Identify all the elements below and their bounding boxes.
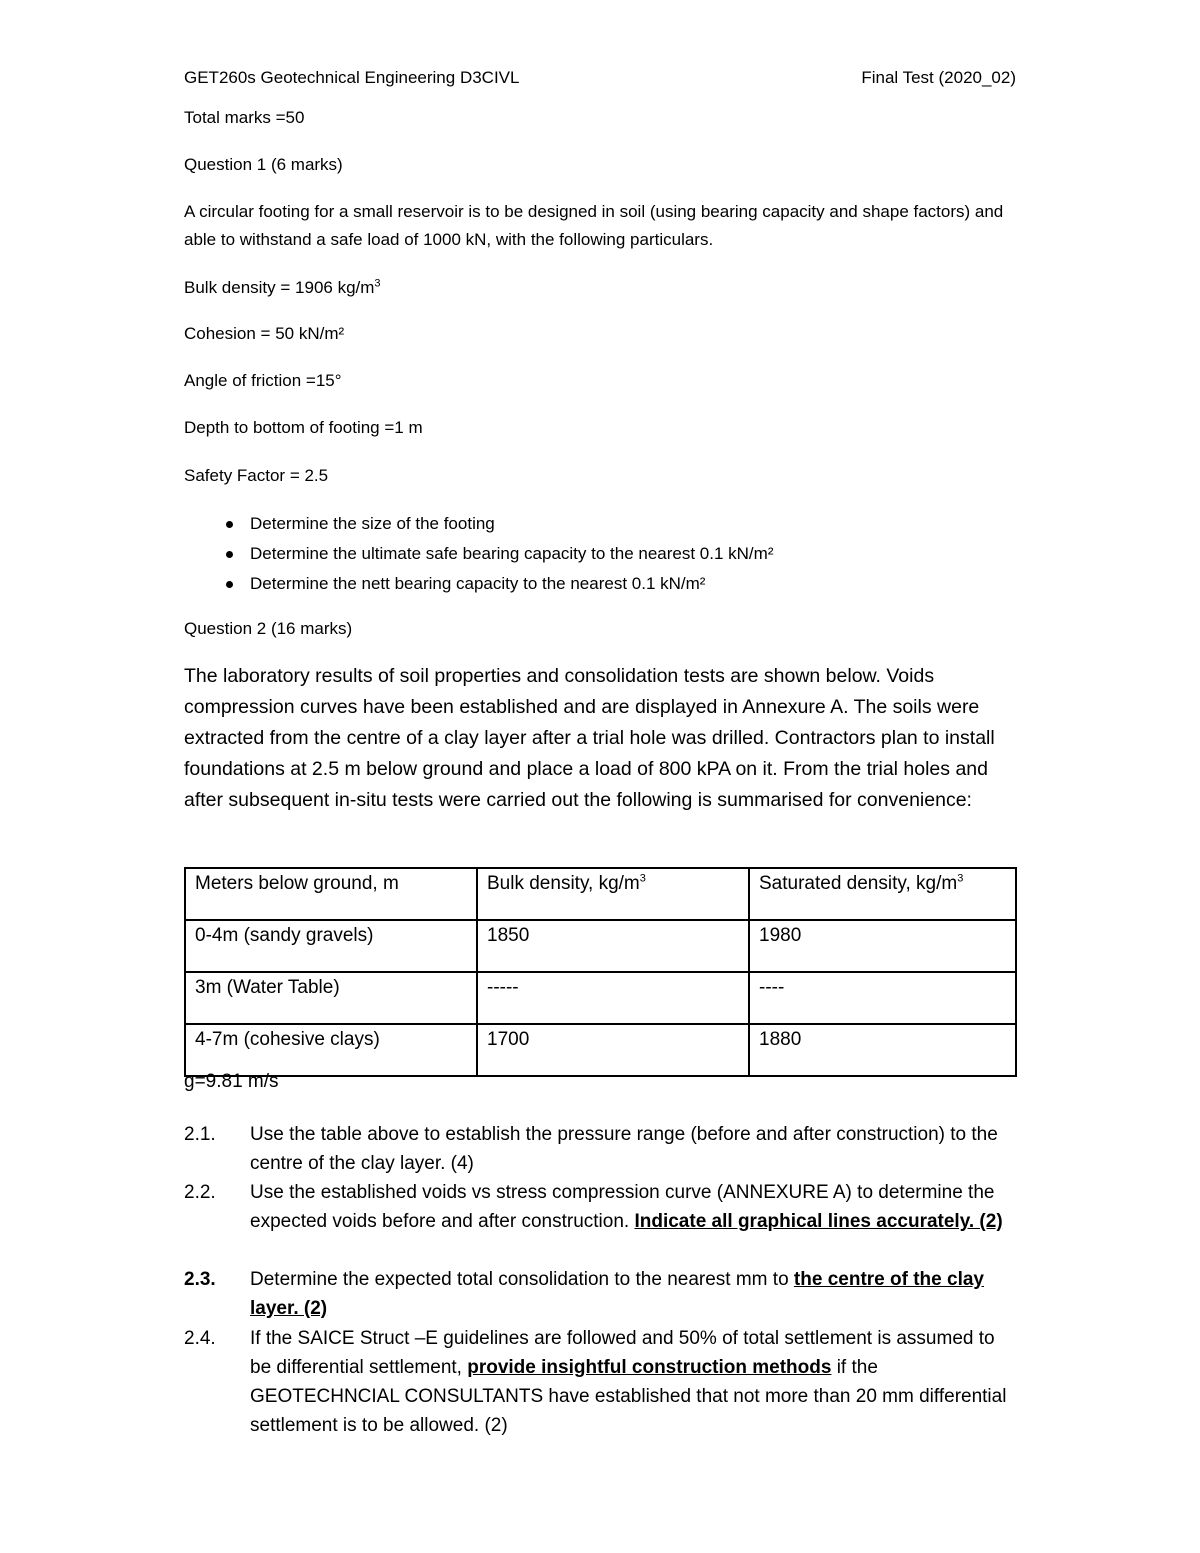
- header-text: Saturated density, kg/m: [759, 873, 958, 894]
- course-title: GET260s Geotechnical Engineering D3CIVL: [184, 68, 520, 87]
- sub-question-emphasis: provide insightful construction methods: [467, 1357, 832, 1378]
- bulk-density-superscript: 3: [374, 277, 381, 290]
- safety-factor: Safety Factor = 2.5: [184, 466, 329, 485]
- sub-question-number: 2.2.: [184, 1182, 216, 1203]
- list-item: [184, 540, 984, 570]
- header-superscript: 3: [639, 872, 646, 885]
- sub-question-number: 2.3.: [184, 1269, 216, 1290]
- sub-question-body: Use the established voids vs stress compression curve (ANNEXURE A) to determine the expected voids before and after construction.: [250, 1182, 995, 1232]
- table-cell: -----: [477, 972, 749, 1024]
- sub-question-body: If the SAICE Struct –E guidelines are followed and 50% of total settlement is assumed to be differential settlement,: [250, 1328, 995, 1378]
- angle-of-friction: Angle of friction =15°: [184, 371, 342, 390]
- task-text: Determine the size of the footing: [250, 514, 495, 533]
- total-marks: Total marks =50: [184, 108, 305, 127]
- header-text: Bulk density, kg/m: [487, 873, 640, 894]
- cohesion: Cohesion = 50 kN/m²: [184, 324, 345, 343]
- list-item: [184, 570, 984, 600]
- sub-question-text: [250, 1178, 1020, 1236]
- table-row: [185, 972, 1016, 1024]
- question-2-intro: The laboratory results of soil properties and consolidation tests are shown below. Voids compression curves have been established and are displayed in Annexure A. The soils were extracted from the centre of a clay layer after a trial hole was drilled. Contractors plan to install foundations at 2.5 m below ground and place a load of 800 kPA on it. From the trial holes and after subsequent in-situ tests were carried out the following is summarised for convenience:: [184, 665, 995, 811]
- bullet-icon: [226, 581, 233, 588]
- table-cell: 1980: [749, 920, 1016, 972]
- bulk-density-text: Bulk density = 1906 kg/m: [184, 278, 375, 297]
- gravity-value: g=9.81 m/s: [184, 1071, 279, 1092]
- sub-question-emphasis: the centre of the clay layer. (2): [250, 1269, 984, 1319]
- question-2-title: Question 2 (16 marks): [184, 619, 353, 638]
- sub-question-number: 2.4.: [184, 1328, 216, 1349]
- test-title: Final Test (2020_02): [861, 68, 1016, 87]
- bulk-density: [184, 274, 381, 302]
- table-cell: 1700: [477, 1024, 749, 1076]
- task-text: Determine the nett bearing capacity to the nearest 0.1 kN/m²: [250, 574, 706, 593]
- sub-question-text: Use the table above to establish the pressure range (before and after construction) to the centre of the clay layer. (4): [250, 1124, 998, 1174]
- sub-question-number: 2.1.: [184, 1124, 216, 1145]
- table-header-cell: [749, 868, 1016, 920]
- table-row: [185, 920, 1016, 972]
- bullet-icon: [226, 521, 233, 528]
- footing-depth: Depth to bottom of footing =1 m: [184, 418, 423, 437]
- header-superscript: 3: [957, 872, 964, 885]
- sub-question-emphasis: Indicate all graphical lines accurately. (2): [634, 1211, 1003, 1232]
- soil-properties-table: [184, 867, 1017, 1077]
- table-header-row: [185, 868, 1016, 920]
- table-cell: 4-7m (cohesive clays): [185, 1024, 477, 1076]
- table-header-cell: [477, 868, 749, 920]
- sub-question-text: [250, 1324, 1020, 1440]
- bullet-icon: [226, 551, 233, 558]
- table-cell: 3m (Water Table): [185, 972, 477, 1024]
- question-1-tasks: [184, 510, 984, 600]
- table-header-cell: Meters below ground, m: [185, 868, 477, 920]
- table-cell: 1880: [749, 1024, 1016, 1076]
- table-cell: 1850: [477, 920, 749, 972]
- table-cell: 0-4m (sandy gravels): [185, 920, 477, 972]
- task-text: Determine the ultimate safe bearing capacity to the nearest 0.1 kN/m²: [250, 544, 774, 563]
- list-item: [184, 510, 984, 540]
- question-1-title: Question 1 (6 marks): [184, 155, 343, 174]
- question-1-intro: A circular footing for a small reservoir is to be designed in soil (using bearing capacity and shape factors) and able to withstand a safe load of 1000 kN, with the following particulars.: [184, 202, 1004, 249]
- table-row: [185, 1024, 1016, 1076]
- sub-question-text: [250, 1265, 1020, 1323]
- sub-question-body-end: if the GEOTECHNCIAL CONSULTANTS have established that not more than 20 mm differential settlement is to be allowed. (2): [250, 1357, 1007, 1436]
- sub-question-body: Determine the expected total consolidation to the nearest mm to: [250, 1269, 789, 1290]
- table-cell: ----: [749, 972, 1016, 1024]
